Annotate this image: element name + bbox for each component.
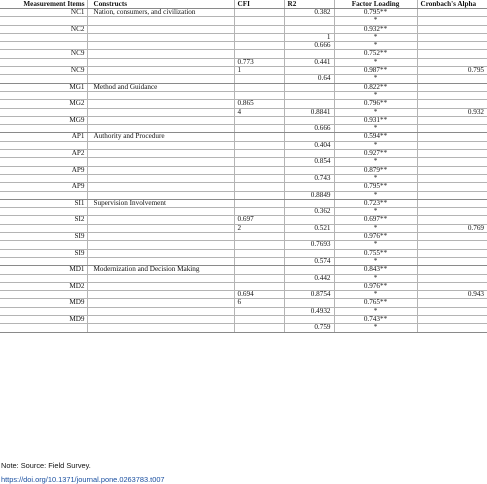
cell-cfi: [234, 42, 284, 50]
cell-construct: [87, 33, 234, 41]
cell-factor-loading: 0.795**: [334, 183, 417, 191]
cell-factor-loading: 0.796**: [334, 100, 417, 108]
cell-cronbachs-alpha: [417, 133, 487, 141]
cell-cronbachs-alpha: [417, 199, 487, 207]
cell-measurement-item: [0, 17, 87, 25]
cell-cfi: [234, 116, 284, 124]
header-cfi: CFI: [234, 0, 284, 9]
cell-factor-loading: *: [334, 17, 417, 25]
cell-construct: Method and Guidance: [87, 83, 234, 91]
cell-r2: 0.759: [284, 324, 334, 332]
cell-construct: Modernization and Decision Making: [87, 266, 234, 274]
cell-cronbachs-alpha: [417, 17, 487, 25]
cell-factor-loading: 0.594**: [334, 133, 417, 141]
table-note: Note: Source: Field Survey.: [1, 461, 91, 470]
cell-measurement-item: MD9: [0, 315, 87, 323]
cell-cfi: [234, 150, 284, 158]
cell-factor-loading: *: [334, 33, 417, 41]
table-row: [0, 233, 487, 241]
cell-cronbachs-alpha: [417, 50, 487, 58]
cell-cfi: 0.697: [234, 216, 284, 224]
cell-measurement-item: [0, 324, 87, 332]
cell-construct: Supervision Involvement: [87, 199, 234, 207]
table-row: [0, 324, 487, 332]
cell-construct: [87, 241, 234, 249]
cell-cronbachs-alpha: [417, 174, 487, 182]
cell-factor-loading: 0.927**: [334, 150, 417, 158]
cell-r2: 0.743: [284, 174, 334, 182]
cell-factor-loading: *: [334, 208, 417, 216]
cell-r2: 1: [284, 33, 334, 41]
cell-measurement-item: MD9: [0, 299, 87, 307]
cell-factor-loading: 0.843**: [334, 266, 417, 274]
cell-cfi: [234, 174, 284, 182]
cell-construct: Nation, consumers, and civilization: [87, 9, 234, 17]
cell-construct: [87, 249, 234, 257]
cell-r2: [284, 17, 334, 25]
cell-factor-loading: 0.976**: [334, 282, 417, 290]
cell-construct: [87, 216, 234, 224]
cell-r2: 0.854: [284, 158, 334, 166]
cell-factor-loading: 0.932**: [334, 25, 417, 33]
cell-construct: [87, 25, 234, 33]
cell-cronbachs-alpha: [417, 257, 487, 265]
cell-construct: [87, 183, 234, 191]
cell-r2: 0.521: [284, 224, 334, 232]
cell-measurement-item: MG1: [0, 83, 87, 91]
table-row: [0, 158, 487, 166]
cell-measurement-item: MD2: [0, 282, 87, 290]
cell-measurement-item: NC2: [0, 25, 87, 33]
cell-measurement-item: NC1: [0, 9, 87, 17]
cell-factor-loading: *: [334, 158, 417, 166]
cell-r2: [284, 183, 334, 191]
table-row: [0, 17, 487, 25]
cell-cronbachs-alpha: [417, 33, 487, 41]
cell-cfi: 1: [234, 67, 284, 75]
cell-measurement-item: [0, 208, 87, 216]
cell-r2: [284, 100, 334, 108]
cell-construct: [87, 282, 234, 290]
table-row: [0, 299, 487, 307]
cell-measurement-item: SI9: [0, 249, 87, 257]
cell-construct: [87, 67, 234, 75]
table-row: [0, 315, 487, 323]
cell-construct: [87, 274, 234, 282]
cell-cfi: [234, 158, 284, 166]
cell-cronbachs-alpha: [417, 100, 487, 108]
cell-measurement-item: SI9: [0, 233, 87, 241]
cell-cronbachs-alpha: [417, 208, 487, 216]
cell-cronbachs-alpha: [417, 216, 487, 224]
cell-cfi: 2: [234, 224, 284, 232]
table-row: [0, 224, 487, 232]
cell-factor-loading: 0.987**: [334, 67, 417, 75]
cell-r2: 0.8754: [284, 291, 334, 299]
table-row: [0, 266, 487, 274]
cell-cfi: [234, 25, 284, 33]
table-row: [0, 249, 487, 257]
header-factor-loading: Factor Loading: [334, 0, 417, 9]
cell-factor-loading: 0.822**: [334, 83, 417, 91]
cell-cfi: [234, 266, 284, 274]
cell-construct: [87, 233, 234, 241]
table-row: [0, 191, 487, 199]
cell-cronbachs-alpha: [417, 141, 487, 149]
cell-construct: [87, 108, 234, 116]
cell-factor-loading: *: [334, 324, 417, 332]
table-row: [0, 166, 487, 174]
cell-cronbachs-alpha: [417, 125, 487, 133]
cell-construct: [87, 42, 234, 50]
cell-cronbachs-alpha: [417, 158, 487, 166]
cell-cronbachs-alpha: [417, 307, 487, 315]
cell-cfi: [234, 183, 284, 191]
cell-cfi: 6: [234, 299, 284, 307]
cell-measurement-item: AP1: [0, 133, 87, 141]
table-row: [0, 183, 487, 191]
table-row: [0, 116, 487, 124]
cell-cfi: [234, 249, 284, 257]
cell-r2: [284, 133, 334, 141]
cell-r2: [284, 91, 334, 99]
cell-factor-loading: *: [334, 291, 417, 299]
table-row: [0, 199, 487, 207]
cell-r2: [284, 83, 334, 91]
cell-cronbachs-alpha: [417, 191, 487, 199]
cell-cfi: [234, 241, 284, 249]
cell-r2: 0.442: [284, 274, 334, 282]
cell-factor-loading: *: [334, 125, 417, 133]
cell-measurement-item: [0, 33, 87, 41]
cell-factor-loading: *: [334, 108, 417, 116]
cell-construct: [87, 307, 234, 315]
cell-construct: [87, 116, 234, 124]
cell-cfi: 0.694: [234, 291, 284, 299]
cell-cronbachs-alpha: 0.932: [417, 108, 487, 116]
table-row: [0, 33, 487, 41]
cell-construct: [87, 58, 234, 66]
cell-cronbachs-alpha: [417, 9, 487, 17]
cell-r2: 0.404: [284, 141, 334, 149]
table-row: [0, 67, 487, 75]
table-row: [0, 100, 487, 108]
cell-factor-loading: 0.743**: [334, 315, 417, 323]
header-constructs: Constructs: [87, 0, 234, 9]
cell-construct: [87, 75, 234, 83]
doi-link[interactable]: https://doi.org/10.1371/journal.pone.0263783.t007: [1, 475, 165, 484]
cell-factor-loading: *: [334, 42, 417, 50]
cell-construct: [87, 315, 234, 323]
cell-cronbachs-alpha: [417, 241, 487, 249]
cell-factor-loading: *: [334, 257, 417, 265]
cell-cfi: [234, 33, 284, 41]
cell-r2: 0.362: [284, 208, 334, 216]
cell-r2: 0.666: [284, 125, 334, 133]
cell-factor-loading: *: [334, 141, 417, 149]
header-measurement-items: Measurement Items: [0, 0, 87, 9]
cell-factor-loading: 0.976**: [334, 233, 417, 241]
cell-construct: [87, 158, 234, 166]
cell-construct: [87, 100, 234, 108]
cell-r2: 0.4932: [284, 307, 334, 315]
cell-r2: [284, 216, 334, 224]
cell-cfi: [234, 133, 284, 141]
table-row: [0, 216, 487, 224]
cell-construct: [87, 166, 234, 174]
cell-cronbachs-alpha: [417, 233, 487, 241]
table-body: [0, 9, 487, 333]
cell-factor-loading: 0.879**: [334, 166, 417, 174]
cell-cfi: [234, 307, 284, 315]
table-row: [0, 75, 487, 83]
cell-measurement-item: [0, 75, 87, 83]
cell-measurement-item: NC9: [0, 67, 87, 75]
cell-measurement-item: [0, 241, 87, 249]
cell-construct: [87, 224, 234, 232]
cell-measurement-item: AP9: [0, 183, 87, 191]
table-row: [0, 83, 487, 91]
cell-factor-loading: *: [334, 241, 417, 249]
cell-r2: [284, 266, 334, 274]
cell-factor-loading: 0.723**: [334, 199, 417, 207]
cell-cronbachs-alpha: [417, 315, 487, 323]
header-cronbachs-alpha: Cronbach's Alpha: [417, 0, 487, 9]
cell-factor-loading: *: [334, 75, 417, 83]
cell-cronbachs-alpha: [417, 42, 487, 50]
cell-cfi: 4: [234, 108, 284, 116]
cell-cfi: [234, 233, 284, 241]
cell-cronbachs-alpha: [417, 266, 487, 274]
cell-cronbachs-alpha: [417, 25, 487, 33]
cell-cronbachs-alpha: 0.943: [417, 291, 487, 299]
cell-construct: [87, 208, 234, 216]
cell-factor-loading: 0.755**: [334, 249, 417, 257]
cell-r2: 0.7693: [284, 241, 334, 249]
cell-cfi: [234, 17, 284, 25]
cell-measurement-item: NC9: [0, 50, 87, 58]
cell-factor-loading: *: [334, 191, 417, 199]
cell-cfi: [234, 141, 284, 149]
cell-cronbachs-alpha: 0.769: [417, 224, 487, 232]
cell-cronbachs-alpha: [417, 116, 487, 124]
cell-cronbachs-alpha: 0.795: [417, 67, 487, 75]
cell-factor-loading: *: [334, 174, 417, 182]
cell-r2: 0.574: [284, 257, 334, 265]
cell-r2: 0.666: [284, 42, 334, 50]
cell-construct: [87, 17, 234, 25]
cell-construct: [87, 299, 234, 307]
cell-measurement-item: [0, 224, 87, 232]
cell-r2: 0.64: [284, 75, 334, 83]
cell-factor-loading: *: [334, 224, 417, 232]
cell-construct: [87, 150, 234, 158]
cell-cfi: [234, 9, 284, 17]
cell-construct: [87, 141, 234, 149]
cell-cronbachs-alpha: [417, 299, 487, 307]
cell-r2: 0.441: [284, 58, 334, 66]
cell-factor-loading: 0.765**: [334, 299, 417, 307]
cell-factor-loading: *: [334, 91, 417, 99]
cell-cronbachs-alpha: [417, 324, 487, 332]
cell-measurement-item: MD1: [0, 266, 87, 274]
cell-cfi: [234, 191, 284, 199]
cell-cfi: [234, 315, 284, 323]
cell-construct: [87, 174, 234, 182]
cell-construct: Authority and Procedure: [87, 133, 234, 141]
table-row: [0, 241, 487, 249]
cell-cronbachs-alpha: [417, 183, 487, 191]
cell-cfi: [234, 125, 284, 133]
cell-cfi: [234, 83, 284, 91]
cell-measurement-item: SI2: [0, 216, 87, 224]
cell-cfi: [234, 75, 284, 83]
cell-factor-loading: 0.752**: [334, 50, 417, 58]
cell-r2: 0.8849: [284, 191, 334, 199]
table-row: [0, 9, 487, 17]
cell-measurement-item: AP2: [0, 150, 87, 158]
cell-cronbachs-alpha: [417, 83, 487, 91]
cell-construct: [87, 291, 234, 299]
cell-measurement-item: SI1: [0, 199, 87, 207]
cell-factor-loading: *: [334, 307, 417, 315]
cell-r2: 0.382: [284, 9, 334, 17]
cell-r2: [284, 299, 334, 307]
table-row: [0, 150, 487, 158]
cell-measurement-item: MG2: [0, 100, 87, 108]
cell-cronbachs-alpha: [417, 75, 487, 83]
cell-cfi: [234, 166, 284, 174]
cell-measurement-item: [0, 191, 87, 199]
cell-measurement-item: AP9: [0, 166, 87, 174]
cell-cronbachs-alpha: [417, 274, 487, 282]
cell-construct: [87, 50, 234, 58]
cell-cfi: [234, 199, 284, 207]
cell-measurement-item: MG9: [0, 116, 87, 124]
table-row: [0, 25, 487, 33]
cell-r2: 0.8841: [284, 108, 334, 116]
cell-measurement-item: [0, 158, 87, 166]
cell-factor-loading: *: [334, 274, 417, 282]
cell-cronbachs-alpha: [417, 249, 487, 257]
cell-factor-loading: *: [334, 58, 417, 66]
table-row: [0, 133, 487, 141]
cell-cfi: [234, 257, 284, 265]
cell-cfi: 0.865: [234, 100, 284, 108]
cell-factor-loading: 0.795**: [334, 9, 417, 17]
cell-construct: [87, 324, 234, 332]
cell-cfi: [234, 274, 284, 282]
cell-factor-loading: 0.697**: [334, 216, 417, 224]
cell-cfi: [234, 324, 284, 332]
cell-cronbachs-alpha: [417, 91, 487, 99]
cell-cfi: 0.773: [234, 58, 284, 66]
cell-factor-loading: 0.931**: [334, 116, 417, 124]
cell-construct: [87, 91, 234, 99]
cell-cronbachs-alpha: [417, 150, 487, 158]
header-r2: R2: [284, 0, 334, 9]
cell-cronbachs-alpha: [417, 166, 487, 174]
